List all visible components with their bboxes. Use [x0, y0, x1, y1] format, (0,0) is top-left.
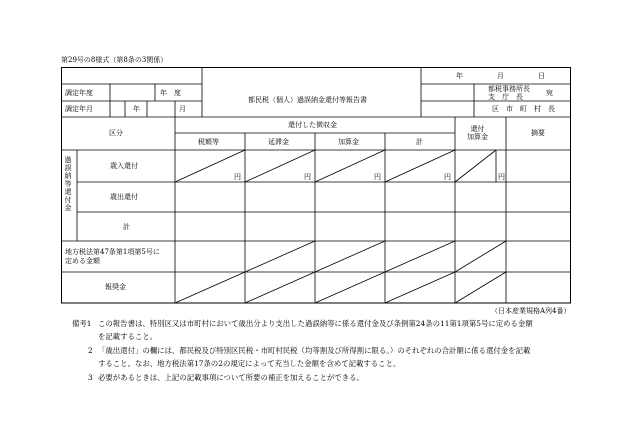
col-delinquency: 延滞金 [268, 138, 289, 146]
note-2-text: 「歳出還付」の欄には、都民税及び特別区民税・市町村民税（均等割及び所得割に限る。）のそれぞれの合計額に係る還付金を記載 [98, 346, 531, 355]
addressee-line3: 区 市 町 村 長 [492, 105, 555, 113]
col-total: 計 [416, 138, 423, 146]
form-id: 第29号の8様式（第8条の3関係） [61, 56, 168, 64]
note-1-cont: を記載すること。 [98, 332, 158, 341]
assessment-year-label: 調定年度 [65, 89, 93, 97]
note-2-num: 2 [88, 346, 93, 355]
unit-tax: 円 [234, 173, 241, 181]
date-year: 年 [456, 72, 463, 80]
page-title: 都民税（個人）過誤納金還付等報告書 [248, 96, 367, 104]
col-category: 区分 [109, 129, 123, 137]
col-refund-group: 還付した徴収金 [288, 121, 337, 129]
assessment-month-year: 年 [133, 105, 140, 113]
unit-additional: 円 [374, 173, 381, 181]
assessment-year-unit: 年 度 [160, 89, 181, 97]
note-3-num: 3 [88, 373, 93, 382]
assessment-month-month: 月 [179, 105, 186, 113]
addressee-line1: 都税事務所長 [488, 85, 530, 93]
col-additional: 加算金 [338, 138, 359, 146]
row-subtotal: 計 [123, 223, 130, 231]
date-month: 月 [497, 72, 504, 80]
row-expense-refund: 歳出還付 [110, 193, 138, 201]
unit-total: 円 [444, 173, 451, 181]
col-tax: 税額等 [198, 138, 219, 146]
row-local-tax-law: 地方税法第47条第1項第5号に 定める金額 [65, 248, 160, 265]
note-3-text: 必要があるときは、上記の記載事項について所要の補正を加えることができる。 [98, 373, 364, 382]
paper-size-note: （日本産業規格A列4番） [491, 307, 571, 315]
note-1-text: この報告書は、特別区又は市町村において歳出分より支出した過誤納等に係る還付金及び条例第24条の11第1項第5号に定める金額 [98, 319, 533, 328]
row-annual-refund: 歳入還付 [110, 162, 138, 170]
row-compensation: 報奨金 [105, 283, 126, 291]
unit-refund-addition: 円 [498, 173, 505, 181]
col-remarks: 摘要 [531, 129, 545, 137]
addressee-line2: 支 庁 長 [488, 93, 523, 101]
unit-delinquency: 円 [304, 173, 311, 181]
date-day: 日 [538, 72, 545, 80]
note-2-cont: すること。なお、地方税法第17条の2の規定によって充当した金額を含めて記載すること。 [98, 359, 401, 368]
col-refund-addition: 還付 加算金 [467, 125, 488, 141]
assessment-month-label: 調定年月 [65, 105, 93, 113]
addressee-suffix: 宛 [546, 89, 553, 97]
side-label-refunds: 過誤納等還付金 [64, 156, 72, 212]
note-1-num: 備考1 [72, 319, 92, 328]
